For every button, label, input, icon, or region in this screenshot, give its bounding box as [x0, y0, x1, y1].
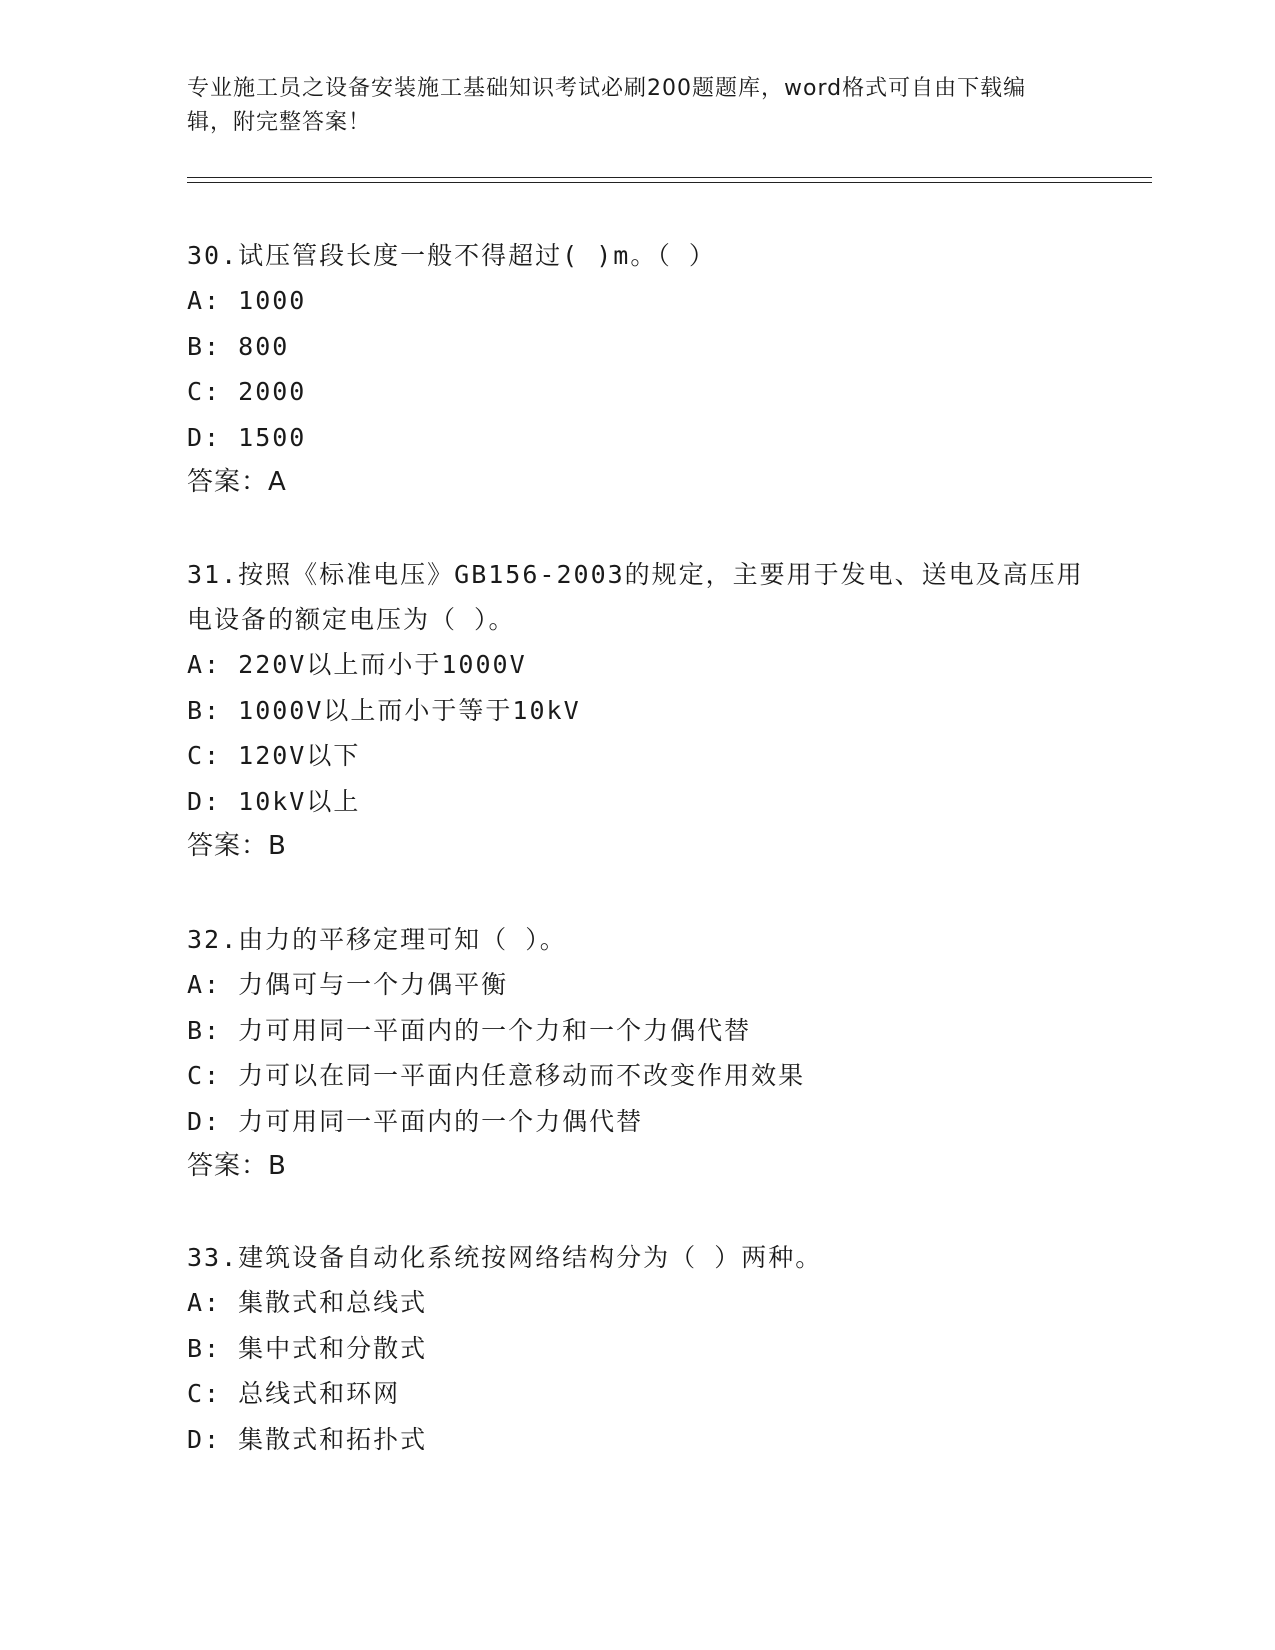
option-d: D: 力可用同一平面内的一个力偶代替 — [187, 1106, 644, 1136]
option-a: A: 220V以上而小于1000V — [187, 650, 527, 679]
question-33 — [187, 1235, 1107, 1462]
header-divider — [187, 177, 1152, 178]
document-header: 专业施工员之设备安装施工基础知识考试必刷200题题库，word格式可自由下载编辑，附完整答案！ — [187, 76, 1027, 135]
option-a: A: 1000 — [187, 286, 307, 315]
question-stem: 31.按照《标准电压》GB156-2003的规定，主要用于发电、送电及高压用电设备的额定电压为（ ）。 — [187, 560, 1084, 634]
option-c: C: 总线式和环网 — [187, 1379, 401, 1408]
option-c: C: 2000 — [187, 377, 307, 406]
answer: 答案：A — [187, 467, 287, 497]
option-a: A: 力偶可与一个力偶平衡 — [187, 970, 509, 999]
question-31 — [187, 552, 1107, 869]
option-d: D: 1500 — [187, 422, 307, 452]
question-30 — [187, 233, 1107, 505]
option-b: B: 800 — [187, 331, 290, 361]
option-b: B: 1000V以上而小于等于10kV — [187, 695, 581, 725]
question-stem: 30.试压管段长度一般不得超过( )m。（ ） — [187, 241, 716, 270]
option-c: C: 120V以下 — [187, 741, 361, 770]
header-divider — [187, 182, 1152, 183]
question-stem: 32.由力的平移定理可知（ ）。 — [187, 925, 567, 954]
option-b: B: 集中式和分散式 — [187, 1333, 428, 1363]
option-d: D: 10kV以上 — [187, 786, 361, 816]
answer: 答案：B — [187, 831, 287, 861]
question-32 — [187, 917, 1107, 1189]
option-b: B: 力可用同一平面内的一个力和一个力偶代替 — [187, 1015, 752, 1045]
option-c: C: 力可以在同一平面内任意移动而不改变作用效果 — [187, 1061, 806, 1090]
answer: 答案：B — [187, 1151, 287, 1181]
question-stem: 33.建筑设备自动化系统按网络结构分为（ ）两种。 — [187, 1243, 823, 1272]
option-a: A: 集散式和总线式 — [187, 1288, 428, 1317]
option-d: D: 集散式和拓扑式 — [187, 1424, 428, 1454]
